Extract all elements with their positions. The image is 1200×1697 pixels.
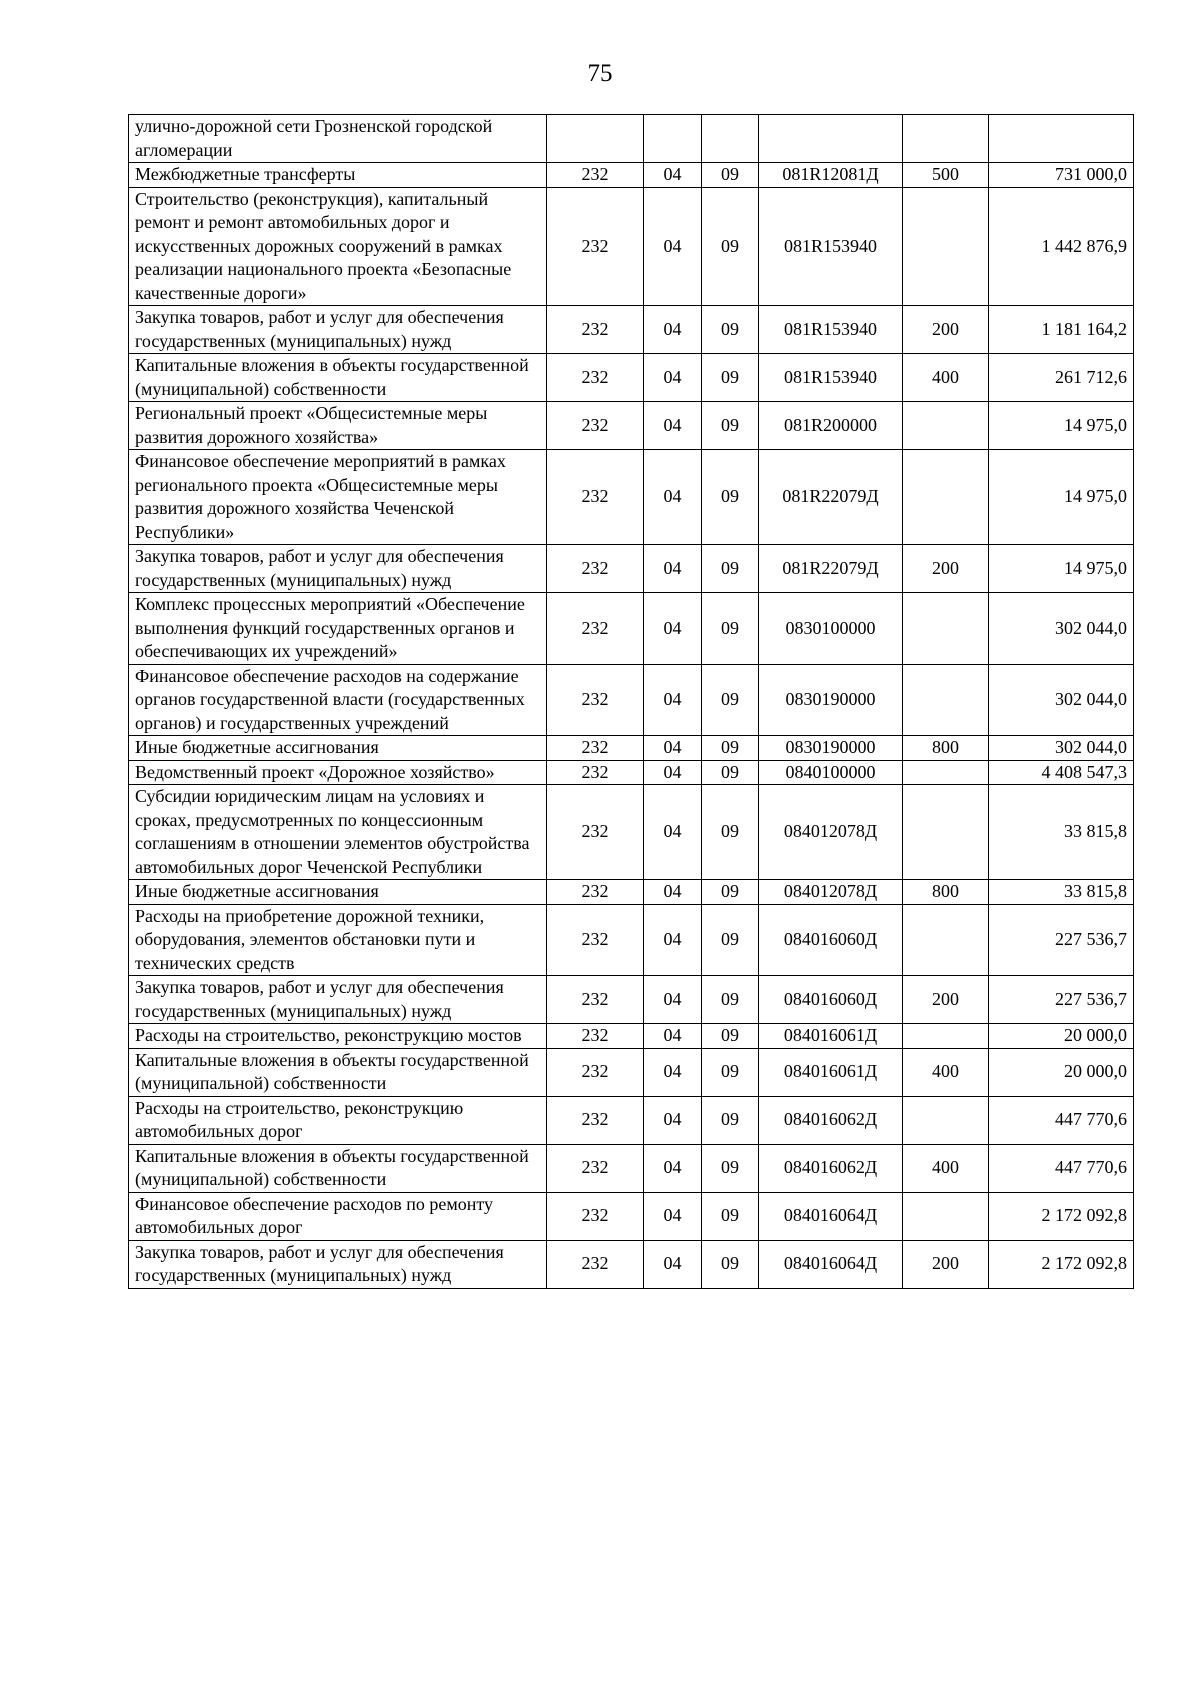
row-amount: 261 712,6 [989,354,1134,402]
table-row [129,187,1134,306]
row-target-code: 081R22079Д [759,545,903,593]
row-gr-code: 232 [547,354,644,402]
row-subsection-code: 09 [702,450,759,545]
row-section-code: 04 [644,1048,702,1096]
row-subsection-code: 09 [702,1240,759,1288]
row-expense-type-code: 400 [903,1144,989,1192]
row-section-code: 04 [644,354,702,402]
row-amount: 731 000,0 [989,163,1134,188]
row-expense-type-code: 800 [903,880,989,905]
row-name: Закупка товаров, работ и услуг для обеспечения государственных (муниципальных) нужд [129,976,547,1024]
row-expense-type-code: 400 [903,1048,989,1096]
row-section-code: 04 [644,450,702,545]
row-expense-type-code [903,1192,989,1240]
row-name: Расходы на строительство, реконструкцию автомобильных дорог [129,1096,547,1144]
row-amount: 14 975,0 [989,450,1134,545]
row-section-code: 04 [644,1144,702,1192]
row-target-code: 0830100000 [759,593,903,665]
row-name: улично-дорожной сети Грозненской городской агломерации [129,115,547,163]
row-name: Финансовое обеспечение мероприятий в рамках регионального проекта «Общесистемные меры развития дорожного хозяйства Чеченской Республики» [129,450,547,545]
row-expense-type-code: 400 [903,354,989,402]
row-amount: 227 536,7 [989,976,1134,1024]
table-row [129,402,1134,450]
row-gr-code: 232 [547,1096,644,1144]
row-name: Капитальные вложения в объекты государственной (муниципальной) собственности [129,1144,547,1192]
row-section-code: 04 [644,760,702,785]
row-gr-code: 232 [547,1048,644,1096]
row-target-code: 0830190000 [759,664,903,736]
row-expense-type-code: 800 [903,736,989,761]
row-section-code: 04 [644,1240,702,1288]
row-amount: 20 000,0 [989,1024,1134,1049]
row-name: Капитальные вложения в объекты государственной (муниципальной) собственности [129,1048,547,1096]
row-name: Капитальные вложения в объекты государственной (муниципальной) собственности [129,354,547,402]
row-target-code: 081R153940 [759,354,903,402]
row-subsection-code: 09 [702,163,759,188]
row-subsection-code [702,115,759,163]
row-name: Иные бюджетные ассигнования [129,736,547,761]
row-section-code: 04 [644,1024,702,1049]
row-gr-code: 232 [547,450,644,545]
row-expense-type-code: 200 [903,545,989,593]
table-row [129,545,1134,593]
row-target-code: 084016060Д [759,976,903,1024]
row-subsection-code: 09 [702,880,759,905]
row-subsection-code: 09 [702,785,759,880]
row-subsection-code: 09 [702,736,759,761]
row-amount: 302 044,0 [989,664,1134,736]
table-row [129,354,1134,402]
row-gr-code: 232 [547,1024,644,1049]
row-subsection-code: 09 [702,1144,759,1192]
row-expense-type-code [903,115,989,163]
row-name: Расходы на строительство, реконструкцию мостов [129,1024,547,1049]
row-expense-type-code [903,593,989,665]
row-amount: 14 975,0 [989,545,1134,593]
row-target-code: 084016061Д [759,1048,903,1096]
row-expense-type-code: 200 [903,306,989,354]
row-name: Региональный проект «Общесистемные меры развития дорожного хозяйства» [129,402,547,450]
row-section-code: 04 [644,593,702,665]
row-target-code: 081R22079Д [759,450,903,545]
row-subsection-code: 09 [702,760,759,785]
row-amount: 302 044,0 [989,593,1134,665]
row-target-code: 081R200000 [759,402,903,450]
row-name: Ведомственный проект «Дорожное хозяйство» [129,760,547,785]
row-section-code: 04 [644,1192,702,1240]
table-row [129,593,1134,665]
row-section-code: 04 [644,1096,702,1144]
row-gr-code: 232 [547,880,644,905]
row-gr-code: 232 [547,163,644,188]
row-amount: 227 536,7 [989,904,1134,976]
row-subsection-code: 09 [702,306,759,354]
row-target-code: 081R153940 [759,306,903,354]
budget-table-body [129,115,1134,1289]
row-expense-type-code [903,760,989,785]
table-row [129,163,1134,188]
row-expense-type-code: 500 [903,163,989,188]
row-name: Строительство (реконструкция), капитальный ремонт и ремонт автомобильных дорог и искусственных дорожных сооружений в рамках реализации национального проекта «Безопасные качественные дороги» [129,187,547,306]
row-expense-type-code [903,402,989,450]
row-amount: 447 770,6 [989,1144,1134,1192]
row-subsection-code: 09 [702,1192,759,1240]
row-expense-type-code [903,187,989,306]
budget-table [128,114,1134,1289]
row-target-code: 081R12081Д [759,163,903,188]
row-target-code [759,115,903,163]
row-name: Межбюджетные трансферты [129,163,547,188]
row-expense-type-code: 200 [903,1240,989,1288]
row-expense-type-code [903,904,989,976]
table-row [129,450,1134,545]
row-amount: 33 815,8 [989,785,1134,880]
row-subsection-code: 09 [702,187,759,306]
row-subsection-code: 09 [702,402,759,450]
row-target-code: 084016062Д [759,1096,903,1144]
row-subsection-code: 09 [702,545,759,593]
row-expense-type-code [903,785,989,880]
row-gr-code: 232 [547,306,644,354]
row-gr-code: 232 [547,545,644,593]
row-subsection-code: 09 [702,1048,759,1096]
table-row [129,664,1134,736]
row-name: Субсидии юридическим лицам на условиях и сроках, предусмотренных по концессионным соглашениям в отношении элементов обустройства автомобильных дорог Чеченской Республики [129,785,547,880]
row-section-code: 04 [644,545,702,593]
row-amount: 14 975,0 [989,402,1134,450]
row-target-code: 084012078Д [759,880,903,905]
row-name: Закупка товаров, работ и услуг для обеспечения государственных (муниципальных) нужд [129,306,547,354]
row-amount: 447 770,6 [989,1096,1134,1144]
row-name: Иные бюджетные ассигнования [129,880,547,905]
row-subsection-code: 09 [702,354,759,402]
row-section-code: 04 [644,904,702,976]
row-subsection-code: 09 [702,593,759,665]
row-name: Закупка товаров, работ и услуг для обеспечения государственных (муниципальных) нужд [129,545,547,593]
row-subsection-code: 09 [702,904,759,976]
row-subsection-code: 09 [702,1024,759,1049]
row-section-code: 04 [644,187,702,306]
table-row [129,1048,1134,1096]
row-name: Финансовое обеспечение расходов на содержание органов государственной власти (государственных органов) и государственных учреждений [129,664,547,736]
table-row [129,976,1134,1024]
row-name: Комплекс процессных мероприятий «Обеспечение выполнения функций государственных органов и обеспечивающих их учреждений» [129,593,547,665]
page-number: 75 [587,60,613,87]
row-section-code: 04 [644,163,702,188]
row-amount: 1 181 164,2 [989,306,1134,354]
table-row [129,1240,1134,1288]
row-gr-code: 232 [547,187,644,306]
row-section-code [644,115,702,163]
row-gr-code: 232 [547,593,644,665]
row-expense-type-code [903,1024,989,1049]
row-amount: 20 000,0 [989,1048,1134,1096]
table-row [129,1144,1134,1192]
row-section-code: 04 [644,976,702,1024]
row-subsection-code: 09 [702,1096,759,1144]
row-gr-code: 232 [547,760,644,785]
row-target-code: 084016060Д [759,904,903,976]
table-row [129,1024,1134,1049]
row-target-code: 084016062Д [759,1144,903,1192]
row-expense-type-code [903,1096,989,1144]
row-amount: 2 172 092,8 [989,1192,1134,1240]
row-section-code: 04 [644,402,702,450]
row-target-code: 0840100000 [759,760,903,785]
row-expense-type-code [903,664,989,736]
row-gr-code: 232 [547,785,644,880]
row-subsection-code: 09 [702,664,759,736]
row-name: Закупка товаров, работ и услуг для обеспечения государственных (муниципальных) нужд [129,1240,547,1288]
row-gr-code: 232 [547,904,644,976]
row-gr-code [547,115,644,163]
row-section-code: 04 [644,736,702,761]
row-section-code: 04 [644,785,702,880]
row-gr-code: 232 [547,402,644,450]
table-row [129,904,1134,976]
row-amount: 2 172 092,8 [989,1240,1134,1288]
row-name: Расходы на приобретение дорожной техники, оборудования, элементов обстановки пути и технических средств [129,904,547,976]
table-row [129,736,1134,761]
row-section-code: 04 [644,664,702,736]
row-gr-code: 232 [547,736,644,761]
row-target-code: 084016061Д [759,1024,903,1049]
table-row [129,306,1134,354]
row-amount: 33 815,8 [989,880,1134,905]
table-row [129,1192,1134,1240]
row-gr-code: 232 [547,1144,644,1192]
row-target-code: 084016064Д [759,1240,903,1288]
table-row [129,760,1134,785]
row-amount [989,115,1134,163]
row-gr-code: 232 [547,976,644,1024]
row-name: Финансовое обеспечение расходов по ремонту автомобильных дорог [129,1192,547,1240]
row-gr-code: 232 [547,664,644,736]
row-expense-type-code [903,450,989,545]
table-row [129,880,1134,905]
row-gr-code: 232 [547,1240,644,1288]
row-amount: 302 044,0 [989,736,1134,761]
row-target-code: 084012078Д [759,785,903,880]
table-row [129,1096,1134,1144]
row-amount: 4 408 547,3 [989,760,1134,785]
row-subsection-code: 09 [702,976,759,1024]
row-section-code: 04 [644,306,702,354]
row-amount: 1 442 876,9 [989,187,1134,306]
table-row [129,115,1134,163]
row-target-code: 0830190000 [759,736,903,761]
row-section-code: 04 [644,880,702,905]
row-target-code: 081R153940 [759,187,903,306]
row-target-code: 084016064Д [759,1192,903,1240]
row-expense-type-code: 200 [903,976,989,1024]
row-gr-code: 232 [547,1192,644,1240]
table-row [129,785,1134,880]
